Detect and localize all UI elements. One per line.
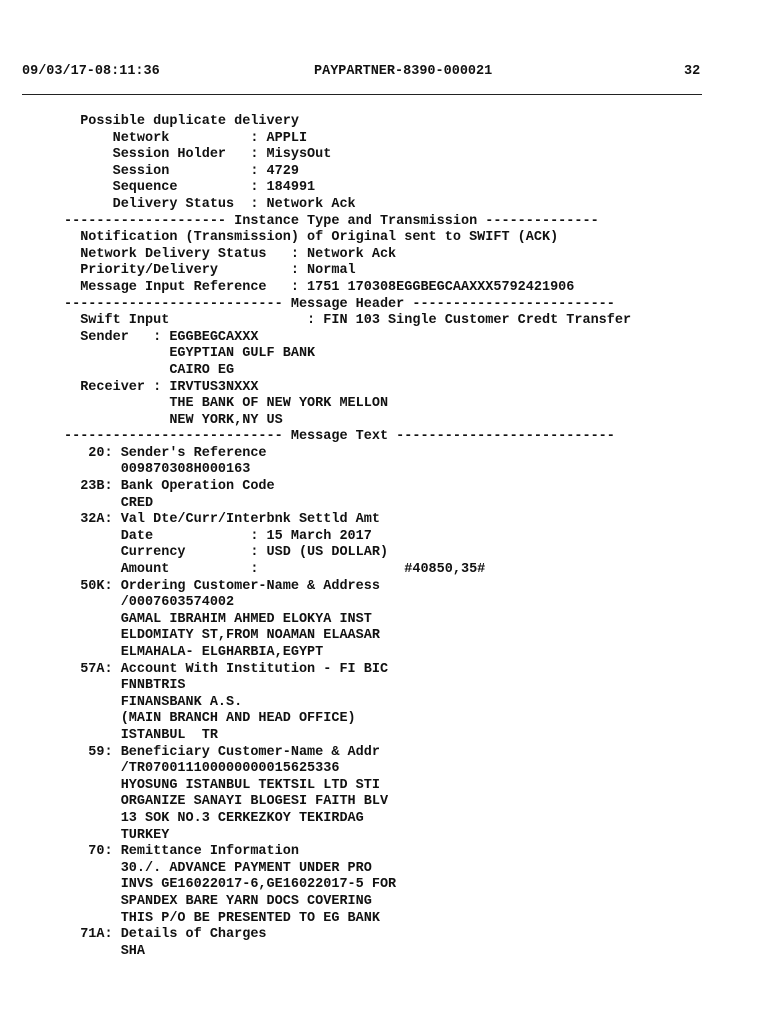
message-line: TURKEY bbox=[64, 827, 170, 843]
header-reference: PAYPARTNER-8390-000021 bbox=[314, 64, 493, 79]
message-line: INVS GE16022017-6,GE16022017-5 FOR bbox=[64, 877, 397, 893]
header-datetime: 09/03/17-08:11:36 bbox=[22, 64, 160, 79]
message-line: 57A: Account With Institution - FI BIC bbox=[64, 661, 389, 677]
message-line: Swift Input : FIN 103 Single Customer Credt Transfer bbox=[64, 313, 632, 329]
message-line: FNNBTRIS bbox=[64, 678, 186, 694]
message-line: ELMAHALA- ELGHARBIA,EGYPT bbox=[64, 645, 324, 660]
message-line: SPANDEX BARE YARN DOCS COVERING bbox=[64, 893, 372, 909]
message-line: Network Delivery Status : Network Ack bbox=[64, 246, 397, 262]
message-line: 23B: Bank Operation Code bbox=[64, 479, 275, 495]
message-line: Session : 4729 bbox=[64, 163, 299, 179]
message-line: 50K: Ordering Customer-Name & Address bbox=[64, 578, 380, 594]
message-line: SHA bbox=[64, 943, 146, 959]
message-line: NEW YORK,NY US bbox=[64, 412, 283, 428]
message-line: --------------------------- Message Header ------------------------- bbox=[64, 296, 615, 312]
message-line: 71A: Details of Charges bbox=[64, 927, 267, 943]
message-line: ISTANBUL TR bbox=[64, 727, 218, 743]
message-line: Notification (Transmission) of Original sent to SWIFT (ACK) bbox=[64, 230, 559, 246]
header-divider bbox=[22, 94, 702, 95]
header-page-number: 32 bbox=[684, 64, 701, 79]
message-line: THE BANK OF NEW YORK MELLON bbox=[64, 396, 389, 412]
message-line: Session Holder : MisysOut bbox=[64, 147, 332, 163]
message-line: 30./. ADVANCE PAYMENT UNDER PRO bbox=[64, 860, 372, 876]
message-line: 009870308H000163 bbox=[64, 462, 251, 478]
message-line: ELDOMIATY ST,FROM NOAMAN ELAASAR bbox=[64, 628, 380, 644]
message-line: 32A: Val Dte/Curr/Interbnk Settld Amt bbox=[64, 512, 380, 528]
message-line: -------------------- Instance Type and Transmission -------------- bbox=[64, 213, 599, 229]
message-line: Date : 15 March 2017 bbox=[64, 528, 372, 544]
message-line: Network : APPLI bbox=[64, 130, 308, 146]
message-line: CRED bbox=[64, 495, 154, 511]
message-line: Currency : USD (US DOLLAR) bbox=[64, 545, 389, 561]
message-line: EGYPTIAN GULF BANK bbox=[64, 346, 316, 362]
message-line: Delivery Status : Network Ack bbox=[64, 196, 356, 212]
message-line: /TR070011100000000015625336 bbox=[64, 761, 340, 777]
message-line: Sequence : 184991 bbox=[64, 180, 316, 196]
message-line: 59: Beneficiary Customer-Name & Addr bbox=[64, 744, 380, 760]
message-line: THIS P/O BE PRESENTED TO EG BANK bbox=[64, 910, 380, 926]
message-line: ORGANIZE SANAYI BLOGESI FAITH BLV bbox=[64, 794, 389, 810]
message-line: --------------------------- Message Text --------------------------- bbox=[64, 429, 615, 445]
message-line: Amount : #40850,35# bbox=[64, 562, 486, 578]
message-line: 13 SOK NO.3 CERKEZKOY TEKIRDAG bbox=[64, 810, 364, 826]
message-line: Message Input Reference : 1751 170308EGGBEGCAAXXX5792421906 bbox=[64, 279, 575, 295]
message-line: GAMAL IBRAHIM AHMED ELOKYA INST bbox=[64, 611, 372, 627]
swift-message-body bbox=[64, 114, 631, 960]
message-line: Receiver : IRVTUS3NXXX bbox=[64, 379, 259, 395]
message-line: 20: Sender's Reference bbox=[64, 445, 267, 461]
message-line: Sender : EGGBEGCAXXX bbox=[64, 329, 259, 345]
message-line: (MAIN BRANCH AND HEAD OFFICE) bbox=[64, 711, 356, 727]
message-line: Priority/Delivery : Normal bbox=[64, 263, 356, 279]
message-line: 70: Remittance Information bbox=[64, 844, 299, 860]
message-line: FINANSBANK A.S. bbox=[64, 694, 243, 710]
message-line: HYOSUNG ISTANBUL TEKTSIL LTD STI bbox=[64, 777, 380, 793]
message-line: /0007603574002 bbox=[64, 595, 235, 611]
message-line: Possible duplicate delivery bbox=[64, 114, 299, 129]
message-line: CAIRO EG bbox=[64, 362, 235, 378]
